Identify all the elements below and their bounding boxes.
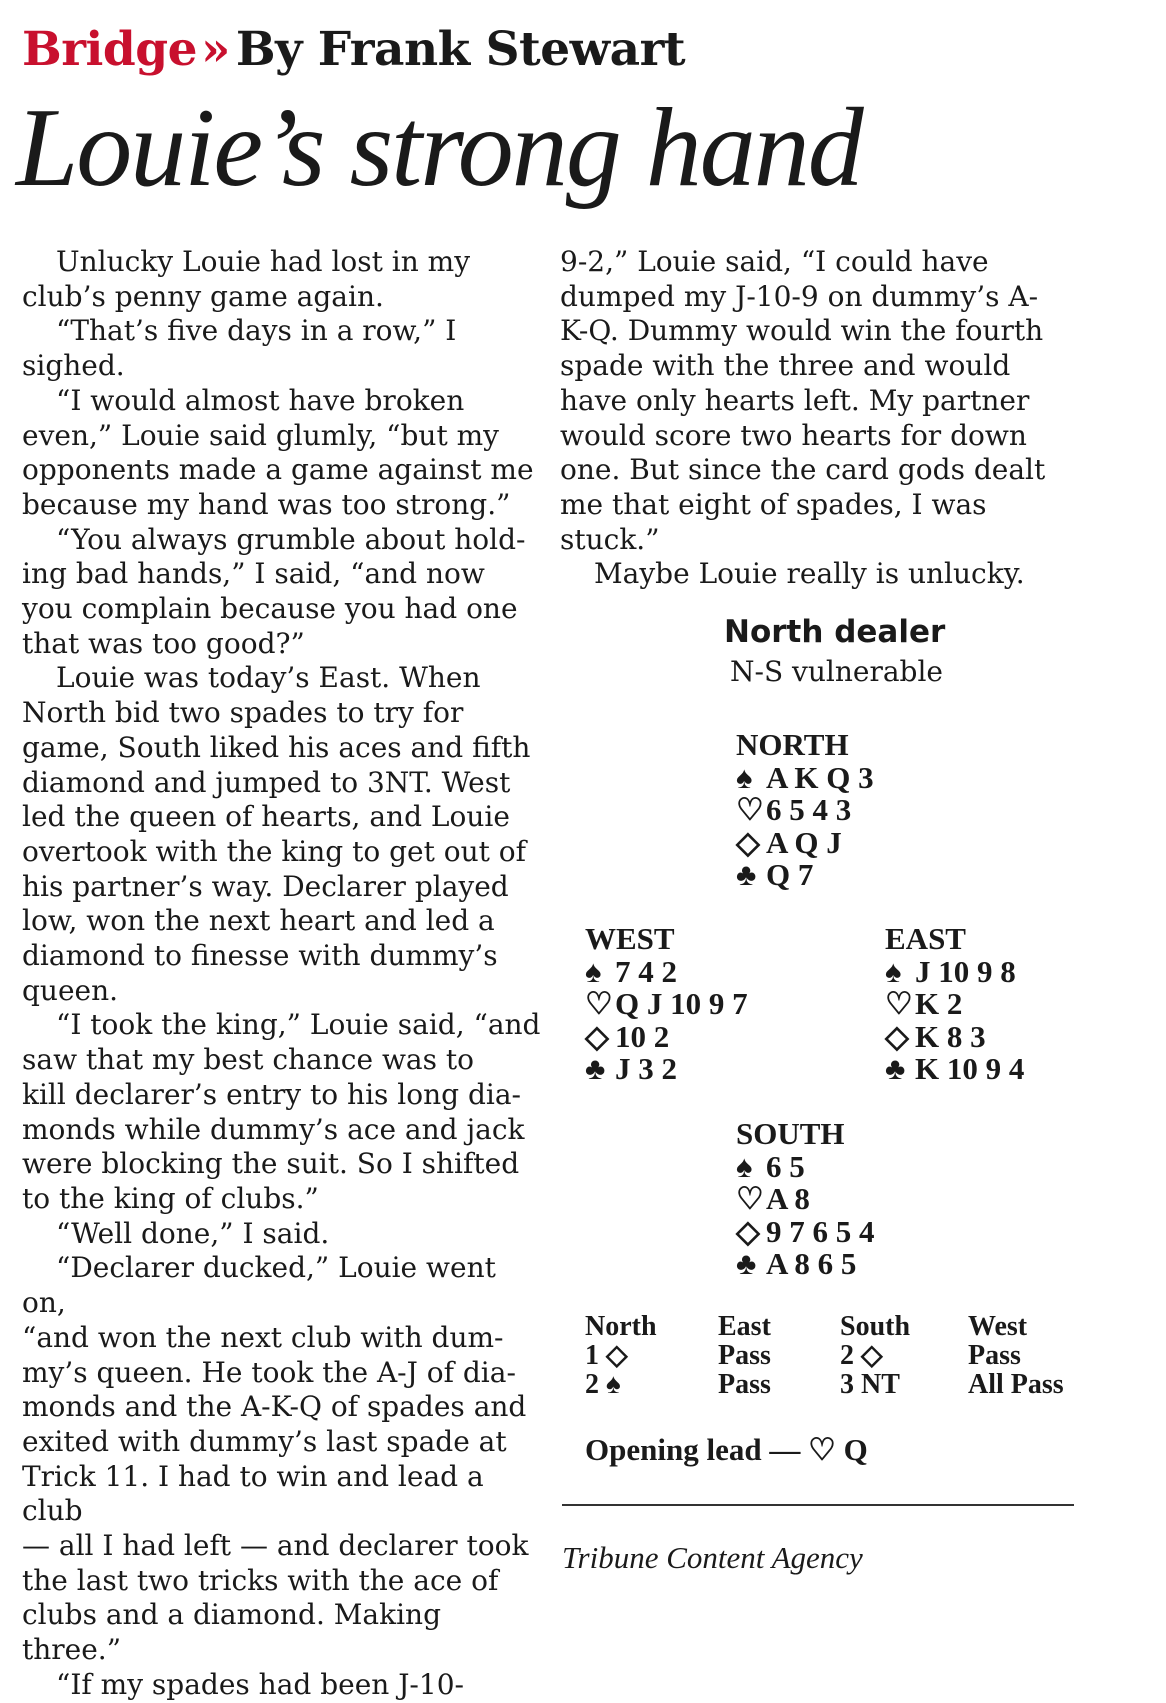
article-line: Maybe Louie really is unlucky. [594, 557, 1025, 591]
clubs-row [736, 859, 874, 892]
diamond-icon: ◇ [585, 1018, 609, 1054]
article-line: “Declarer ducked,” Louie went on, [22, 1251, 496, 1320]
article-line: Louie was today’s East. When [56, 661, 481, 695]
spades-cards: 6 5 [766, 1148, 805, 1184]
auction-bid: 3 NT [840, 1369, 900, 1400]
spades-row [585, 953, 748, 989]
article-line: would score two hearts for down [560, 418, 1027, 452]
article-line: diamond and jumped to 3NT. West [22, 765, 511, 799]
diamonds-row [736, 824, 874, 860]
hearts-cards: 6 5 4 3 [766, 792, 852, 827]
article-line: “Well done,” I said. [56, 1216, 330, 1250]
article-line: stuck.” [560, 522, 660, 556]
article-line: Trick 11. I had to win and lead a club [22, 1459, 484, 1528]
hand-north [736, 729, 874, 892]
hearts-cards: Q J 10 9 7 [615, 986, 748, 1021]
article-column-1 [22, 245, 542, 1703]
article-line: K-Q. Dummy would win the fourth [560, 314, 1044, 348]
article-line: you complain because you had one [22, 592, 518, 626]
article-line: because my hand was too strong.” [22, 487, 511, 521]
diamonds-row [736, 1213, 875, 1249]
spades-row [736, 759, 874, 795]
article-line: “I would almost have broken [56, 383, 465, 417]
article-line: Unlucky Louie had lost in my [56, 245, 471, 278]
clubs-cards: A 8 6 5 [766, 1246, 857, 1281]
article-line: club’s penny game again. [22, 279, 384, 313]
diamonds-row [885, 1018, 1024, 1054]
spades-cards: A K Q 3 [766, 759, 874, 795]
club-icon: ♣ [736, 1246, 757, 1281]
hand-east [885, 923, 1024, 1086]
byline: By Frank Stewart [235, 22, 686, 77]
article-line: “You always grumble about hold- [56, 522, 526, 556]
auction-bid: Pass [968, 1340, 1021, 1371]
hand-label: WEST [585, 921, 675, 956]
hearts-row [585, 988, 748, 1021]
article-line: exited with dummy’s last spade at [22, 1424, 507, 1458]
article-line: his partner’s way. Declarer played [22, 869, 509, 903]
auction-bid: 2 ◇ [840, 1340, 883, 1371]
article-line: led the queen of hearts, and Louie [22, 800, 510, 834]
hearts-cards: K 2 [915, 986, 963, 1021]
diamonds-row [585, 1018, 748, 1054]
article-line: have only hearts left. My partner [560, 383, 1030, 417]
article-line: “That’s five days in a row,” I [56, 314, 457, 348]
kicker-separator: » [200, 22, 230, 77]
clubs-row [585, 1053, 748, 1086]
article-line: queen. [22, 973, 119, 1007]
hand-label: SOUTH [736, 1116, 845, 1151]
article-line: 9-2,” Louie said, “I could have [560, 245, 989, 278]
auction-header: East [718, 1311, 771, 1342]
article-column-2 [560, 245, 1080, 592]
hearts-row [736, 1183, 875, 1216]
auction-header: South [840, 1311, 911, 1342]
article-line: one. But since the card gods dealt [560, 453, 1046, 487]
agency-credit: Tribune Content Agency [562, 1540, 863, 1575]
auction-column-east [718, 1312, 771, 1399]
spades-row [885, 953, 1024, 989]
hand-label: EAST [885, 921, 966, 956]
article-line: kill declarer’s entry to his long dia- [22, 1077, 521, 1111]
hearts-row [736, 794, 874, 827]
clubs-cards: J 3 2 [615, 1051, 677, 1086]
auction-bid: Pass [718, 1369, 771, 1400]
column-header [22, 20, 685, 80]
article-line: dumped my J-10-9 on dummy’s A- [560, 279, 1039, 313]
auction-column-west [968, 1312, 1064, 1399]
spade-icon: ♠ [736, 759, 753, 795]
clubs-row [736, 1248, 875, 1281]
clubs-cards: K 10 9 4 [915, 1051, 1025, 1086]
article-line: that was too good?” [22, 626, 305, 660]
hand-west [585, 923, 748, 1086]
article-line: the last two tricks with the ace of [22, 1563, 499, 1597]
spade-icon: ♠ [585, 953, 602, 989]
auction-column-south [840, 1312, 910, 1399]
article-line: spade with the three and would [560, 349, 1011, 383]
spade-icon: ♠ [736, 1148, 753, 1184]
auction-bid: Pass [718, 1340, 771, 1371]
headline: Louie’s strong hand [16, 86, 862, 210]
hand-south [736, 1118, 875, 1281]
hearts-row [885, 988, 1024, 1021]
club-icon: ♣ [585, 1051, 606, 1086]
opening-lead: Opening lead — ♡ Q [585, 1432, 868, 1467]
article-line: overtook with the king to get out of [22, 834, 527, 868]
club-icon: ♣ [736, 857, 757, 892]
article-line: saw that my best chance was to [22, 1043, 474, 1077]
article-line: my’s queen. He took the A-J of dia- [22, 1355, 516, 1389]
heart-icon: ♡ [736, 1181, 764, 1216]
diamond-icon: ◇ [736, 824, 760, 860]
article-line: North bid two spades to try for [22, 696, 464, 730]
spades-cards: 7 4 2 [615, 953, 677, 989]
clubs-cards: Q 7 [766, 857, 814, 892]
diamonds-cards: 9 7 6 5 4 [766, 1213, 875, 1249]
auction-header: North [585, 1311, 657, 1342]
article-line: to the king of clubs.” [22, 1181, 319, 1215]
diamonds-cards: K 8 3 [915, 1018, 986, 1054]
article-line: monds while dummy’s ace and jack [22, 1112, 525, 1146]
auction-bid: 1 ◇ [585, 1340, 628, 1371]
article-line: even,” Louie said glumly, “but my [22, 418, 499, 452]
article-line: clubs and a diamond. Making three.” [22, 1598, 441, 1667]
article-line: opponents made a game against me [22, 453, 534, 487]
club-icon: ♣ [885, 1051, 906, 1086]
hearts-cards: A 8 [766, 1181, 810, 1216]
spades-row [736, 1148, 875, 1184]
article-line: “I took the king,” Louie said, “and [56, 1008, 541, 1042]
article-line: “and won the next club with dum- [22, 1320, 504, 1354]
article-line: — all I had left — and declarer took [22, 1529, 529, 1563]
hand-label: NORTH [736, 727, 849, 762]
article-line: low, won the next heart and led a [22, 904, 495, 938]
article-line: sighed. [22, 349, 125, 383]
article-line: game, South liked his aces and fifth [22, 730, 531, 764]
clubs-row [885, 1053, 1024, 1086]
divider-rule [562, 1504, 1074, 1506]
heart-icon: ♡ [885, 986, 913, 1021]
auction-header: West [968, 1311, 1028, 1342]
article-line: me that eight of spades, I was [560, 487, 987, 521]
diamonds-cards: 10 2 [615, 1018, 670, 1054]
auction-bid: All Pass [968, 1369, 1064, 1400]
article-line: were blocking the suit. So I shifted [22, 1147, 520, 1181]
diamond-icon: ◇ [736, 1213, 760, 1249]
vulnerability-label: N-S vulnerable [730, 655, 943, 688]
section-kicker: Bridge [22, 22, 197, 77]
auction-bid: 2 ♠ [585, 1369, 621, 1400]
heart-icon: ♡ [585, 986, 613, 1021]
article-line: ing bad hands,” I said, “and now [22, 557, 485, 591]
dealer-label: North dealer [724, 614, 946, 650]
article-line: “If my spades had been J-10- [56, 1667, 464, 1701]
spades-cards: J 10 9 8 [915, 953, 1016, 989]
auction-column-north [585, 1312, 657, 1399]
diamonds-cards: A Q J [766, 824, 842, 860]
spade-icon: ♠ [885, 953, 902, 989]
article-line: diamond to finesse with dummy’s [22, 939, 498, 973]
article-line: monds and the A-K-Q of spades and [22, 1390, 527, 1424]
heart-icon: ♡ [736, 792, 764, 827]
diamond-icon: ◇ [885, 1018, 909, 1054]
